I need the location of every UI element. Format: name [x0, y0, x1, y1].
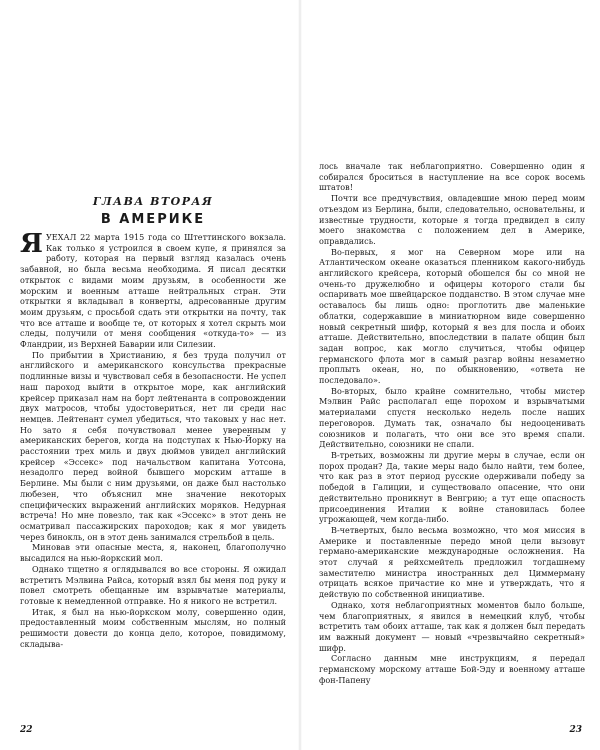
body-paragraph: Итак, я был на нью-йоркском молу, совершенно один, предоставленный моим собственным мыслям, но полный решимости довести до конца дело, которое, повидимому, складыва-	[20, 606, 286, 649]
body-paragraph: По прибытии в Христианию, я без труда получил от английского и американского консульства прекрасные подлинные визы и чувствовал себя в безопасности. Не успел наш пароход выйти в открытое море, как английский крейсер приказал нам на борт лейтенанта в сопровождении двух матросов, чтобы удостовериться, нет ли среди нас немцев. Лейтенант сумел убедиться, что таковых у нас нет. Но зато я себя почувствовал менее уверенным у американских берегов, когда на подступах к Нью-Йорку на расстоянии трех миль и двух дюймов увидел английский крейсер «Эссекс» под начальством капитана Уотсона, незадолго перед войной бывшего морским атташе в Берлине. Мы были с ним друзьями, он даже был настолько любезен, что объяснил мне значение некоторых специфических выражений английских моряков. Недурная встреча! Но мне повезло, так как «Эссекс» в этот день не осматривал пассажирских пароходов; как я мог увидеть через бинокль, он в этот день занимался стрельбой в цель.	[20, 349, 286, 542]
body-paragraph: Однако тщетно я оглядывался во все стороны. Я ожидал встретить Мэлвина Райса, который взял бы меня под руку и повел смотреть обещанные им взрывчатые материалы, готовые к немедленной отправке. Но я никого не встретил.	[20, 563, 286, 606]
right-page	[300, 0, 600, 750]
continued-paragraph: лось вначале так неблагоприятно. Совершенно один я собирался броситься в наступление на все сорок восемь штатов!	[319, 161, 585, 193]
right-text-column	[319, 161, 585, 685]
left-text-column	[20, 229, 286, 649]
body-paragraph: Однако, хотя неблагоприятных моментов было больше, чем благоприятных, я явился в немецкий клуб, чтобы встретить там обоих атташе, так как я должен был передать им важный документ — новый «чрезвычайно секретный» шифр.	[319, 599, 585, 653]
body-paragraph: Во-первых, я мог на Северном море или на Атлантическом океане оказаться пленником какого-нибудь английского крейсера, который обошелся бы со мной не очень-то дружелюбно и офицеры которого стали бы оспаривать мое швейцарское подданство. В этом случае мне оставалось бы лишь одно: проглотить две маленькие облатки, содержавшие в миниатюрном виде совершенно новый секретный шифр, который я вез для посла и обоих атташе. Действительно, впоследствии в палате общин был задан вопрос, как могло случиться, чтобы офицер германского флота мог в самый разгар войны незаметно проплыть океан, но, по обыкновению, «ответа не последовало».	[319, 246, 585, 386]
opening-paragraph	[20, 229, 286, 350]
body-paragraph: В-третьих, возможны ли другие меры в случае, если он порох продан? Да, такие меры надо было найти, тем более, что как раз в этот период русские одерживали победу за победой в Галиции, и существовало опасение, что они действительно проникнут в Венгрию; а тут еще опасность присоединения Италии к войне становилась более угрожающей, чем когда-либо.	[319, 449, 585, 525]
chapter-title: В АМЕРИКЕ	[100, 212, 206, 227]
drop-cap: Я	[20, 229, 43, 259]
page-number-right: 23	[569, 725, 582, 735]
body-paragraph: Согласно данным мне инструкциям, я передал германскому морскому атташе Бой-Эду и военному атташе фон-Папену	[319, 653, 585, 685]
body-paragraph: Миновав эти опасные места, я, наконец, благополучно высадился на нью-йоркский мол.	[20, 542, 286, 564]
chapter-label: ГЛАВА ВТОРАЯ	[92, 195, 214, 208]
body-paragraph: Во-вторых, было крайне сомнительно, чтобы мистер Мэлвин Райс располагал еще порохом и взрывчатыми материалами спустя несколько недель после наших переговоров. Думать так, означало бы недооценивать союзников и полагать, что они все это время спали. Действительно, союзники не спали.	[319, 385, 585, 450]
opening-paragraph-text: УЕХАЛ 22 марта 1915 года со Штеттинского вокзала. Как только я устроился в своем купе, я принялся за работу, которая на первый взгляд казалась очень забавной, но была весьма необходима. Я писал десятки открыток с видами моим друзьям, в особенности же морским и военным атташе нейтральных стран. Эти открытки я вкладывал в конверты, адресованные другим моим друзьям, с просьбой сдать эти открытки на почту, так что все атташе и вообще те, от которых я хотел скрыть мои следы, получили от меня сообщения «откуда-то» — из Фландрии, из Верхней Баварии или Силезии.	[20, 232, 286, 350]
page-number-left: 22	[20, 725, 33, 735]
body-paragraph: В-четвертых, было весьма возможно, что моя миссия в Америке и поставленные передо мной цели вызовут германо-американские международные осложнения. На этот случай я рейхсмейтель предложил тогдашнему заместителю министра иностранных дел Циммерману отрицать всякое причастие ко мне и утверждать, что я действую по собственной инициативе.	[319, 524, 585, 600]
body-paragraph: Почти все предчувствия, овладевшие мною перед моим отъездом из Берлина, были, следовательно, основательны, и известные трудности, которые я тогда предвидел в силу моего знакомства с положением дел в Америке, оправдались.	[319, 193, 585, 246]
